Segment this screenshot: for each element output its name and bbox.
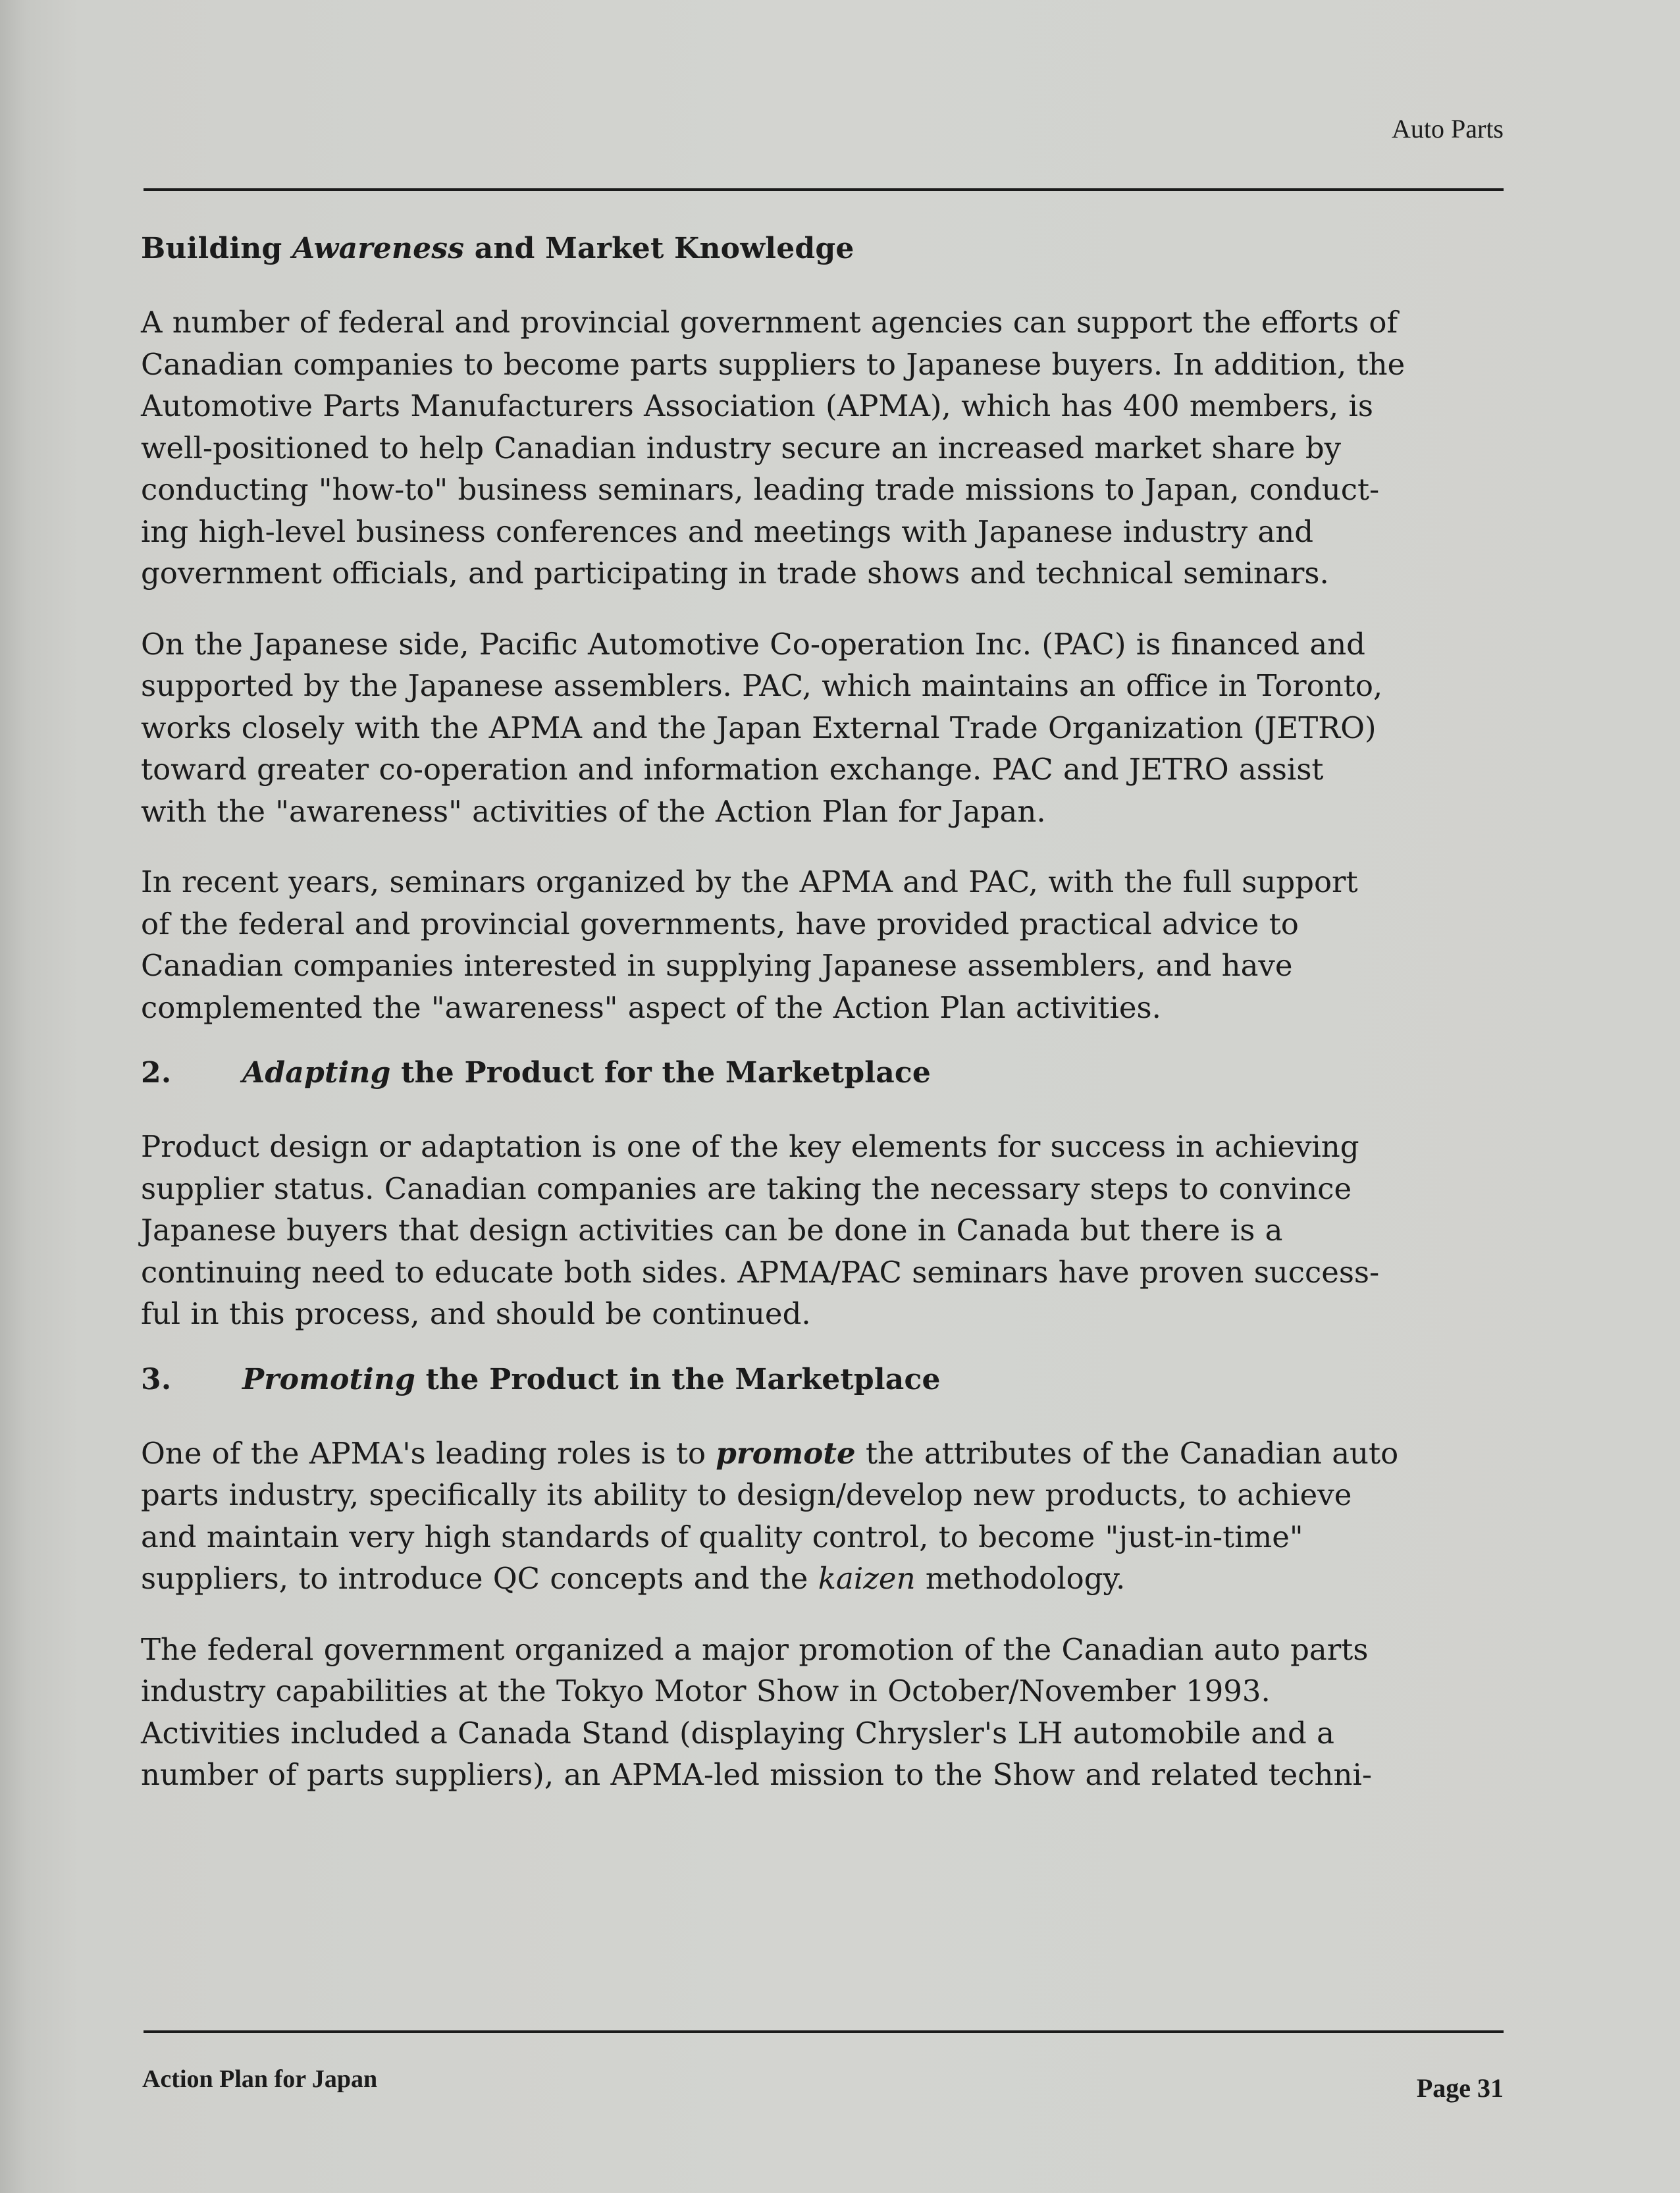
text-emphasis: kaizen [818, 1561, 916, 1596]
text-line: supported by the Japanese assemblers. PAC, which maintains an office in Toronto, [141, 668, 1383, 703]
text-line: well-positioned to help Canadian industry secure an increased market share by [141, 430, 1342, 465]
section-heading-adapting [141, 1047, 1517, 1099]
section-number: 3. [141, 1362, 172, 1396]
text-line: Activities included a Canada Stand (displaying Chrysler's LH automobile and a [141, 1715, 1334, 1751]
text-line: Japanese buyers that design activities can be done in Canada but there is a [141, 1213, 1283, 1248]
text-line: number of parts suppliers), an APMA-led mission to the Show and related techni- [141, 1757, 1373, 1792]
heading-text: the Product in the Marketplace [415, 1362, 941, 1396]
text-run: the attributes of the Canadian auto [855, 1435, 1399, 1471]
text-run: suppliers, to introduce QC concepts and the [141, 1561, 818, 1596]
heading-emphasis: Awareness [292, 232, 465, 265]
paragraph-tokyo-show [141, 1629, 1517, 1796]
text-line: In recent years, seminars organized by the APMA and PAC, with the full support [141, 864, 1358, 899]
text-line: Canadian companies to become parts suppliers to Japanese buyers. In addition, the [141, 346, 1405, 382]
paragraph-pac [141, 623, 1517, 833]
section-heading-promoting [141, 1354, 1517, 1406]
text-line: supplier status. Canadian companies are taking the necessary steps to convince [141, 1171, 1352, 1206]
text-line: toward greater co-operation and information exchange. PAC and JETRO assist [141, 752, 1324, 787]
text-line: and maintain very high standards of quality control, to become "just-in-time" [141, 1519, 1303, 1554]
page-number: Page 31 [1416, 2073, 1504, 2103]
text-line: complemented the "awareness" aspect of the Action Plan activities. [141, 990, 1161, 1025]
paragraph-design [141, 1126, 1517, 1335]
paragraph-agencies [141, 302, 1517, 594]
heading-text: and Market Knowledge [464, 232, 854, 265]
footer-document-title: Action Plan for Japan [142, 2065, 378, 2093]
heading-text: the Product for the Marketplace [390, 1056, 932, 1090]
text-line: Canadian companies interested in supplying Japanese assemblers, and have [141, 948, 1293, 983]
header-rule [144, 188, 1504, 191]
text-line: The federal government organized a major promotion of the Canadian auto parts [141, 1631, 1369, 1667]
text-line: with the "awareness" activities of the Action Plan for Japan. [141, 793, 1046, 829]
text-line: ful in this process, and should be continued. [141, 1296, 811, 1331]
text-line: Automotive Parts Manufacturers Association (APMA), which has 400 members, is [141, 388, 1374, 423]
text-run: methodology. [915, 1561, 1126, 1596]
text-line [141, 1433, 1517, 1475]
text-line: Product design or adaptation is one of the key elements for success in achieving [141, 1129, 1359, 1164]
footer-rule [144, 2030, 1504, 2033]
text-line: industry capabilities at the Tokyo Motor Show in October/November 1993. [141, 1674, 1271, 1708]
paragraph-promote [141, 1433, 1517, 1600]
section-heading-awareness [141, 223, 1517, 275]
text-line: continuing need to educate both sides. APMA/PAC seminars have proven success- [141, 1254, 1380, 1290]
text-line: ing high-level business conferences and meetings with Japanese industry and [141, 514, 1314, 549]
heading-text: Building [141, 232, 292, 265]
text-line: government officials, and participating in trade shows and technical seminars. [141, 556, 1329, 591]
text-line: parts industry, specifically its ability to design/develop new products, to achieve [141, 1477, 1352, 1512]
heading-emphasis: Promoting [242, 1362, 416, 1396]
page-content [141, 211, 1517, 1796]
running-header: Auto Parts [1392, 114, 1504, 144]
text-line: On the Japanese side, Pacific Automotive Co-operation Inc. (PAC) is financed and [141, 626, 1365, 662]
text-line: conducting "how-to" business seminars, leading trade missions to Japan, conduct- [141, 472, 1380, 507]
text-emphasis: promote [716, 1435, 856, 1471]
section-number: 2. [141, 1056, 172, 1090]
text-line: of the federal and provincial governments, have provided practical advice to [141, 906, 1299, 941]
heading-emphasis: Adapting [242, 1056, 391, 1090]
text-line: A number of federal and provincial government agencies can support the efforts of [141, 305, 1398, 340]
text-line: works closely with the APMA and the Japan External Trade Organization (JETRO) [141, 710, 1377, 745]
text-line [141, 1558, 1517, 1600]
paragraph-seminars [141, 861, 1517, 1028]
text-run: One of the APMA's leading roles is to [141, 1435, 716, 1471]
